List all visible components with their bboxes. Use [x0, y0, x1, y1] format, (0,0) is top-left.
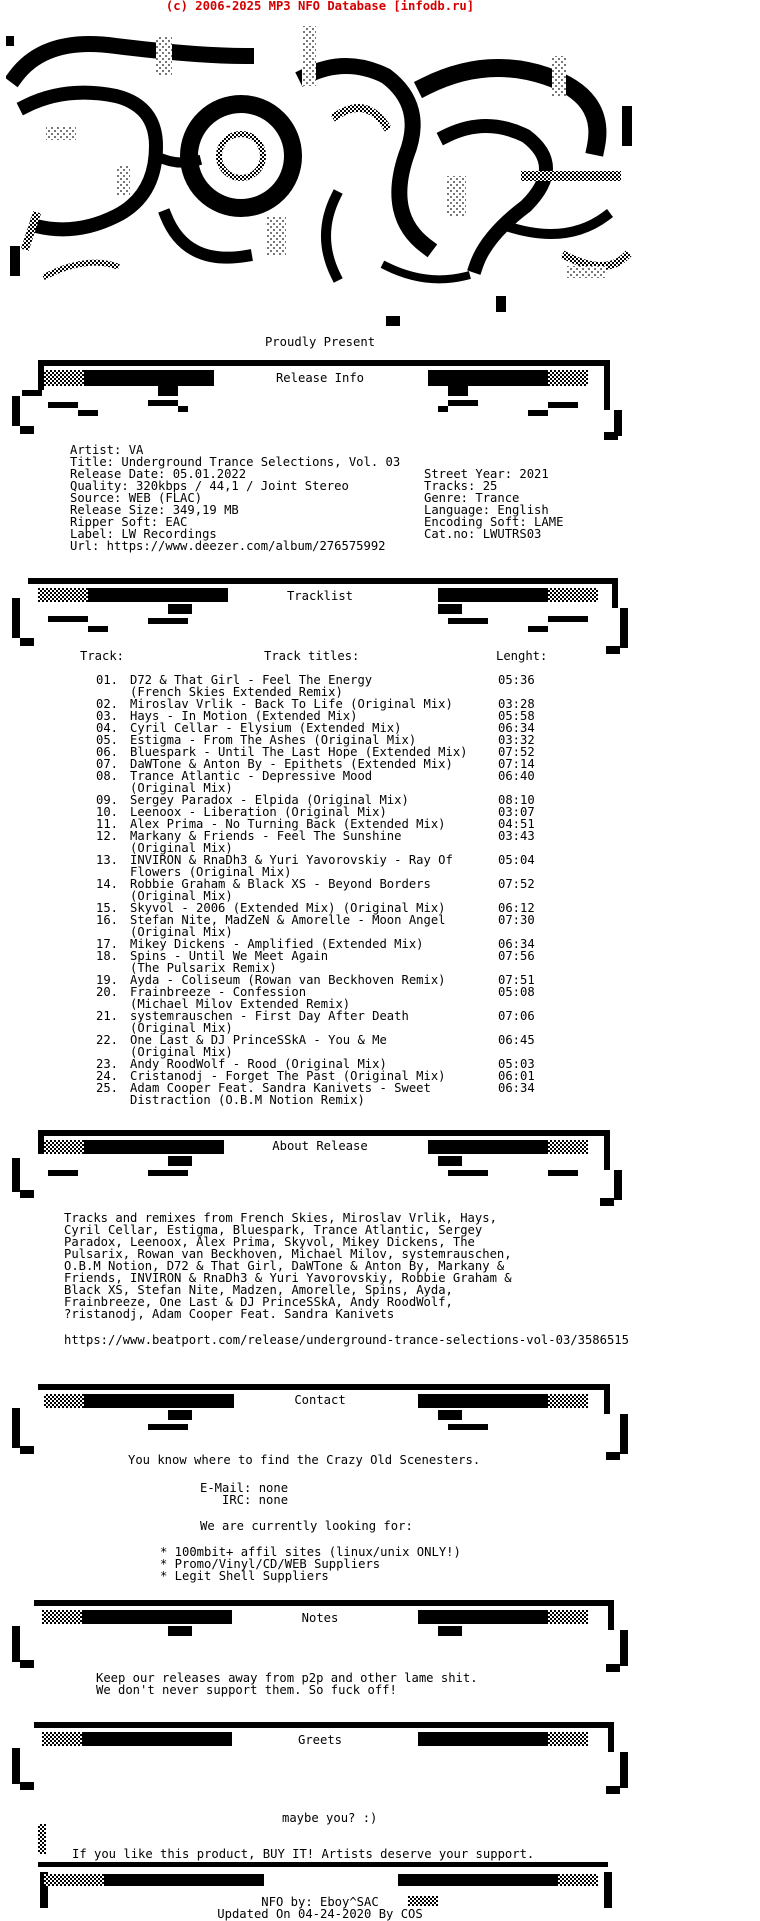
release-street-year: Street Year: 2021	[424, 467, 549, 481]
track-number: 25.	[96, 1081, 119, 1095]
track-length: 04:51	[498, 817, 535, 831]
track-title: (Original Mix)	[130, 841, 233, 855]
track-title: Adam Cooper Feat. Sandra Kanivets - Sweet	[130, 1081, 431, 1095]
group-logo-art	[6, 16, 642, 332]
track-title: (The Pulsarix Remix)	[130, 961, 277, 975]
header-titles: Track titles:	[264, 649, 360, 663]
section-title-tracklist: Tracklist	[0, 590, 640, 602]
track-title: Hays - In Motion (Extended Mix)	[130, 709, 358, 723]
track-title: Cristanodj - Forget The Past (Original Mix)	[130, 1069, 446, 1083]
tracklist-header	[0, 650, 640, 662]
track-length: 03:07	[498, 805, 535, 819]
track-number: 14.	[96, 877, 119, 891]
track-title: Sergey Paradox - Elpida (Original Mix)	[130, 793, 409, 807]
notes-line: We don't never support them. So fuck off!	[96, 1683, 397, 1697]
release-date: Release Date: 05.01.2022	[70, 467, 247, 481]
tracklist-row	[0, 878, 640, 890]
release-genre: Genre: Trance	[424, 491, 520, 505]
track-length: 03:28	[498, 697, 535, 711]
section-title-release-info: Release Info	[0, 372, 640, 384]
track-length: 06:34	[498, 937, 535, 951]
section-title-contact: Contact	[0, 1394, 640, 1406]
about-line: Cyril Cellar, Estigma, Bluespark, Trance Atlantic, Sergey	[64, 1223, 483, 1237]
track-title: Leenoox - Liberation (Original Mix)	[130, 805, 387, 819]
tracklist-row	[0, 854, 640, 866]
about-line: ?ristanodj, Adam Cooper Feat. Sandra Kanivets	[64, 1307, 395, 1321]
about-line: Friends, INVIRON & RnaDh3 & Yuri Yavorovskiy, Robbie Graham &	[64, 1271, 512, 1285]
track-title: Bluespark - Until The Last Hope (Extended Mix)	[130, 745, 468, 759]
track-length: 07:56	[498, 949, 535, 963]
track-title: Miroslav Vrlik - Back To Life (Original Mix)	[130, 697, 453, 711]
track-title: (Michael Milov Extended Remix)	[130, 997, 351, 1011]
section-title-about: About Release	[0, 1140, 640, 1152]
track-number: 12.	[96, 829, 119, 843]
tracklist-row	[0, 1094, 640, 1106]
track-title: Stefan Nite, MadZeN & Amorelle - Moon Angel	[130, 913, 446, 927]
track-title: (Original Mix)	[130, 889, 233, 903]
track-title: (Original Mix)	[130, 1021, 233, 1035]
track-length: 06:34	[498, 721, 535, 735]
section-title-greets: Greets	[0, 1734, 640, 1746]
track-title: Frainbreeze - Confession	[130, 985, 307, 999]
release-cat-no: Cat.no: LWUTRS03	[424, 527, 542, 541]
track-title: D72 & That Girl - Feel The Energy	[130, 673, 373, 687]
track-title: systemrauschen - First Day After Death	[130, 1009, 409, 1023]
track-title: (Original Mix)	[130, 781, 233, 795]
track-number: 01.	[96, 673, 119, 687]
track-length: 05:58	[498, 709, 535, 723]
track-number: 17.	[96, 937, 119, 951]
track-number: 13.	[96, 853, 119, 867]
track-title: Trance Atlantic - Depressive Mood	[130, 769, 373, 783]
header-length: Lenght:	[496, 649, 548, 663]
track-number: 08.	[96, 769, 119, 783]
track-length: 07:06	[498, 1009, 535, 1023]
tracklist-row	[0, 914, 640, 926]
track-title: (Original Mix)	[130, 925, 233, 939]
contact-irc: IRC: none	[222, 1493, 289, 1507]
support-text: If you like this product, BUY IT! Artists deserve your support.	[72, 1847, 535, 1861]
track-title: (French Skies Extended Remix)	[130, 685, 343, 699]
track-title: Ayda - Coliseum (Rowan van Beckhoven Remix)	[130, 973, 446, 987]
track-length: 07:14	[498, 757, 535, 771]
about-line: Pulsarix, Rowan van Beckhoven, Michael Milov, systemrauschen,	[64, 1247, 512, 1261]
track-length: 05:04	[498, 853, 535, 867]
release-tracks: Tracks: 25	[424, 479, 498, 493]
track-length: 03:32	[498, 733, 535, 747]
contact-where: You know where to find the Crazy Old Scenesters.	[128, 1453, 481, 1467]
about-line: O.B.M Notion, D72 & That Girl, DaWTone & Anton By, Markany &	[64, 1259, 505, 1273]
track-title: (Original Mix)	[130, 1045, 233, 1059]
track-length: 05:36	[498, 673, 535, 687]
track-length: 07:51	[498, 973, 535, 987]
tracklist-row	[0, 1034, 640, 1046]
release-encoding-soft: Encoding Soft: LAME	[424, 515, 564, 529]
track-title: DaWTone & Anton By - Epithets (Extended Mix)	[130, 757, 453, 771]
track-number: 10.	[96, 805, 119, 819]
track-title: Flowers (Original Mix)	[130, 865, 292, 879]
track-number: 07.	[96, 757, 119, 771]
track-title: One Last & DJ PrinceSSkA - You & Me	[130, 1033, 387, 1047]
track-length: 07:52	[498, 877, 535, 891]
nfo-by: NFO by: Eboy^SAC	[261, 1895, 379, 1909]
contact-item: * 100mbit+ affil sites (linux/unix ONLY!)	[160, 1545, 461, 1559]
track-title: Estigma - From The Ashes (Original Mix)	[130, 733, 417, 747]
track-title: Andy RoodWolf - Rood (Original Mix)	[130, 1057, 387, 1071]
track-number: 24.	[96, 1069, 119, 1083]
track-length: 07:30	[498, 913, 535, 927]
presents-line: Proudly Present	[264, 335, 376, 349]
about-line: Black XS, Stefan Nite, Madzen, Amorelle, Spins, Ayda,	[64, 1283, 453, 1297]
release-ripper-soft: Ripper Soft: EAC	[70, 515, 188, 529]
track-title: Cyril Cellar - Elysium (Extended Mix)	[130, 721, 402, 735]
about-line: Paradox, Leenoox, Alex Prima, Skyvol, Mikey Dickens, The	[64, 1235, 475, 1249]
section-title-notes: Notes	[0, 1612, 640, 1624]
track-length: 06:01	[498, 1069, 535, 1083]
track-number: 16.	[96, 913, 119, 927]
track-number: 02.	[96, 697, 119, 711]
contact-email: E-Mail: none	[200, 1481, 289, 1495]
tracklist-row	[0, 830, 640, 842]
track-number: 22.	[96, 1033, 119, 1047]
release-title: Title: Underground Trance Selections, Vol. 03	[70, 455, 401, 469]
release-quality: Quality: 320kbps / 44,1 / Joint Stereo	[70, 479, 349, 493]
track-title: Spins - Until We Meet Again	[130, 949, 329, 963]
track-length: 06:34	[498, 1081, 535, 1095]
track-title: Robbie Graham & Black XS - Beyond Borders	[130, 877, 431, 891]
track-number: 11.	[96, 817, 119, 831]
header-track: Track:	[80, 649, 125, 663]
release-label: Label: LW Recordings	[70, 527, 217, 541]
track-number: 09.	[96, 793, 119, 807]
greets-text: maybe you? :)	[282, 1811, 378, 1825]
contact-looking: We are currently looking for:	[200, 1519, 413, 1533]
track-number: 05.	[96, 733, 119, 747]
track-number: 21.	[96, 1009, 119, 1023]
track-number: 18.	[96, 949, 119, 963]
tracklist-row	[0, 770, 640, 782]
track-number: 15.	[96, 901, 119, 915]
about-line: Tracks and remixes from French Skies, Miroslav Vrlik, Hays,	[64, 1211, 497, 1225]
track-number: 20.	[96, 985, 119, 999]
site-banner: (c) 2006-2025 MP3 NFO Database [infodb.ru]	[165, 0, 475, 13]
track-title: Markany & Friends - Feel The Sunshine	[130, 829, 402, 843]
release-source: Source: WEB (FLAC)	[70, 491, 203, 505]
track-length: 06:45	[498, 1033, 535, 1047]
release-url: Url: https://www.deezer.com/album/276575992	[70, 539, 386, 553]
track-number: 04.	[96, 721, 119, 735]
track-title: Distraction (O.B.M Notion Remix)	[130, 1093, 365, 1107]
track-number: 19.	[96, 973, 119, 987]
track-number: 03.	[96, 709, 119, 723]
track-number: 23.	[96, 1057, 119, 1071]
tracklist-row	[0, 950, 640, 962]
track-title: Mikey Dickens - Amplified (Extended Mix)	[130, 937, 424, 951]
track-length: 05:08	[498, 985, 535, 999]
track-length: 06:12	[498, 901, 535, 915]
track-length: 05:03	[498, 1057, 535, 1071]
track-number: 06.	[96, 745, 119, 759]
release-language: Language: English	[424, 503, 549, 517]
about-url: https://www.beatport.com/release/underground-trance-selections-vol-03/3586515	[64, 1333, 629, 1347]
track-title: Skyvol - 2006 (Extended Mix) (Original Mix)	[130, 901, 446, 915]
track-title: INVIRON & RnaDh3 & Yuri Yavorovskiy - Ray Of	[130, 853, 453, 867]
release-artist: Artist: VA	[70, 443, 144, 457]
track-length: 06:40	[498, 769, 535, 783]
notes-line: Keep our releases away from p2p and other lame shit.	[96, 1671, 478, 1685]
contact-item: * Legit Shell Suppliers	[160, 1569, 329, 1583]
track-length: 08:10	[498, 793, 535, 807]
track-length: 03:43	[498, 829, 535, 843]
track-length: 07:52	[498, 745, 535, 759]
about-line: Frainbreeze, One Last & DJ PrinceSSkA, Andy RoodWolf,	[64, 1295, 453, 1309]
updated-line: Updated On 04-24-2020 By COS	[217, 1907, 423, 1921]
tracklist-row	[0, 1010, 640, 1022]
release-size: Release Size: 349,19 MB	[70, 503, 239, 517]
track-title: Alex Prima - No Turning Back (Extended Mix)	[130, 817, 446, 831]
contact-item: * Promo/Vinyl/CD/WEB Suppliers	[160, 1557, 381, 1571]
